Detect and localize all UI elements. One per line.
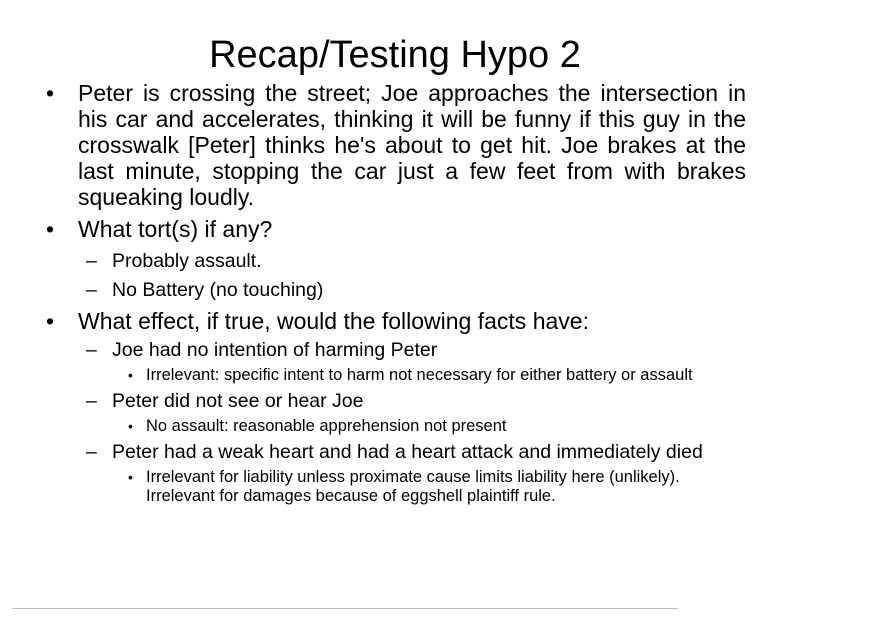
slide-title: Recap/Testing Hypo 2 <box>209 34 581 76</box>
detail-text: No assault: reasonable apprehension not present <box>146 417 507 435</box>
dash-marker: – <box>86 339 97 361</box>
bullet-marker: • <box>128 418 133 434</box>
sub-bullet-text: No Battery (no touching) <box>112 279 324 301</box>
sub-bullet-battery <box>46 278 746 302</box>
dash-marker: – <box>86 441 97 463</box>
bullet-text: What tort(s) if any? <box>78 216 273 242</box>
sub-bullet-text: Probably assault. <box>112 250 262 272</box>
bullet-marker: • <box>46 216 55 242</box>
sub-bullet-no-intention <box>46 338 746 362</box>
bullet-marker: • <box>128 469 133 485</box>
dash-marker: – <box>86 250 97 272</box>
bullet-question-facts <box>46 308 746 334</box>
sub-bullet-weak-heart <box>46 440 746 464</box>
bullet-scenario <box>46 80 746 210</box>
bullet-question-torts <box>46 216 746 242</box>
slide-content <box>46 80 746 506</box>
sub-bullet-text: Joe had no intention of harming Peter <box>112 339 438 361</box>
detail-no-assault <box>46 417 746 436</box>
footer-divider <box>12 608 678 609</box>
detail-eggshell <box>46 468 746 506</box>
bullet-text: What effect, if true, would the following facts have: <box>78 308 589 334</box>
sub-bullet-assault <box>46 249 746 273</box>
dash-marker: – <box>86 390 97 412</box>
bullet-marker: • <box>46 80 55 106</box>
sub-bullet-did-not-see <box>46 389 746 413</box>
bullet-marker: • <box>46 308 55 334</box>
sub-bullet-text: Peter had a weak heart and had a heart attack and immediately died <box>112 441 703 463</box>
dash-marker: – <box>86 279 97 301</box>
detail-intent-irrelevant <box>46 366 746 385</box>
bullet-marker: • <box>128 367 133 383</box>
detail-text: Irrelevant: specific intent to harm not necessary for either battery or assault <box>146 366 693 384</box>
sub-bullet-text: Peter did not see or hear Joe <box>112 390 364 412</box>
bullet-text: Peter is crossing the street; Joe approaches the intersection in his car and accelerates, thinking it will be funny if this guy in the crosswalk [Peter] thinks he's about to get hit. Joe brakes at the last minute, stopping the car just a few feet from with brakes squeaking loudly. <box>78 80 746 210</box>
detail-text: Irrelevant for liability unless proximate cause limits liability here (unlikely). Irrelevant for damages because of eggshell plaintiff rule. <box>146 468 680 505</box>
